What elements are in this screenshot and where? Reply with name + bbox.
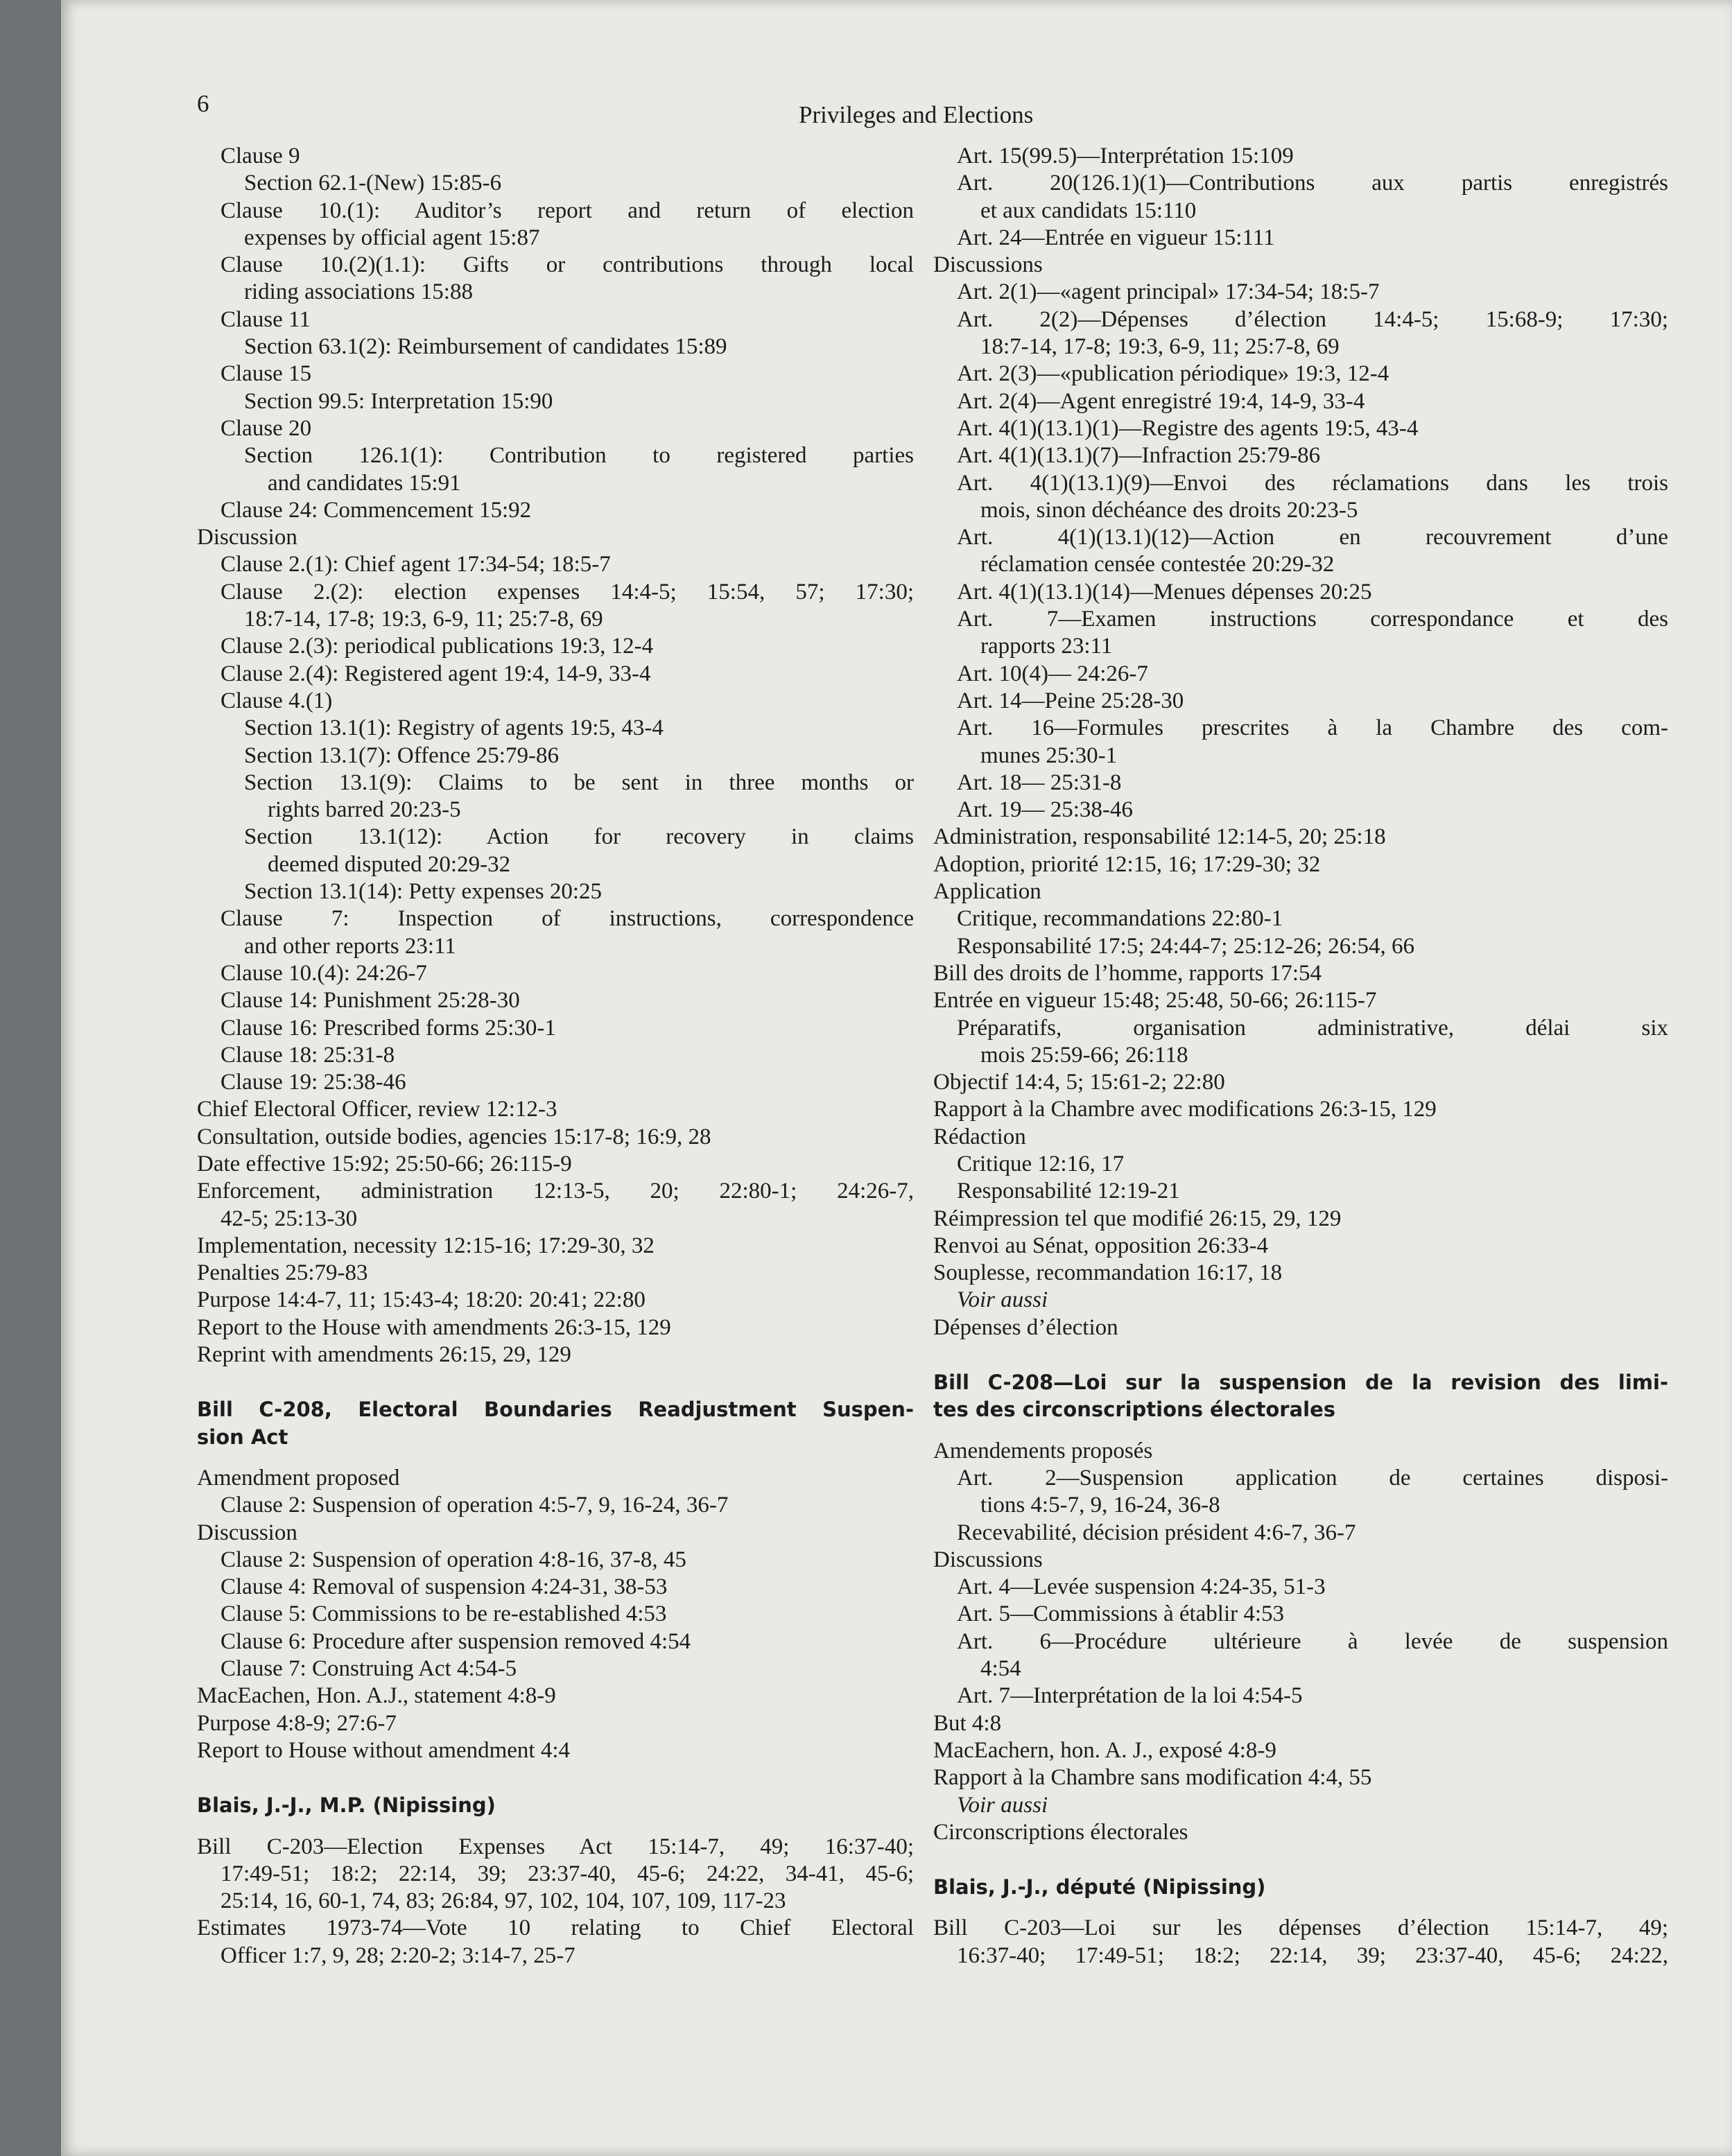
index-entry: 25:14, 16, 60-1, 74, 83; 26:84, 97, 102, 104, 107, 109, 117-23: [220, 1888, 786, 1914]
index-entry: expenses by official agent 15:87: [244, 225, 540, 250]
index-entry: Section 62.1-(New) 15:85-6: [244, 171, 502, 196]
index-entry: Recevabilité, décision président 4:6-7, 36-7: [957, 1520, 1356, 1545]
index-entry: Critique, recommandations 22:80-1: [957, 906, 1283, 932]
index-entry: Clause 10.(4): 24:26-7: [220, 960, 427, 986]
index-entry: Officer 1:7, 9, 28; 2:20-2; 3:14-7, 25-7: [220, 1942, 575, 1968]
index-page: [61, 0, 1732, 2156]
index-entry: Clause 10.(1): Auditor’s report and return of election: [220, 198, 914, 223]
index-entry: Responsabilité 12:19-21: [957, 1179, 1180, 1204]
index-entry: Clause 9: [220, 144, 300, 168]
index-entry: Clause 19: 25:38-46: [220, 1070, 406, 1095]
index-entry: tions 4:5-7, 9, 16-24, 36-8: [980, 1493, 1220, 1518]
index-entry: Art. 4—Levée suspension 4:24-35, 51-3: [957, 1574, 1326, 1600]
index-entry: and other reports 23:11: [244, 933, 456, 959]
index-entry: Entrée en vigueur 15:48; 25:48, 50-66; 26:115-7: [933, 988, 1377, 1014]
index-entry: Préparatifs, organisation administrative, délai six: [957, 1015, 1668, 1041]
index-entry: réclamation censée contestée 20:29-32: [980, 552, 1335, 577]
index-entry: Clause 16: Prescribed forms 25:30-1: [220, 1015, 556, 1041]
index-entry: Reprint with amendments 26:15, 29, 129: [197, 1342, 571, 1368]
index-entry: Clause 6: Procedure after suspension removed 4:54: [220, 1628, 691, 1654]
index-entry: Voir aussi: [957, 1792, 1048, 1818]
index-entry: But 4:8: [933, 1710, 1002, 1736]
index-entry: Discussions: [933, 252, 1043, 278]
index-entry: 18:7-14, 17-8; 19:3, 6-9, 11; 25:7-8, 69: [980, 334, 1340, 360]
index-entry: Clause 14: Punishment 25:28-30: [220, 988, 520, 1014]
index-entry: Art. 4(1)(13.1)(9)—Envoi des réclamations dans les trois: [957, 470, 1668, 496]
index-entry: Bill C-203—Election Expenses Act 15:14-7, 49; 16:37-40;: [197, 1834, 914, 1859]
index-entry: Art. 18— 25:31-8: [957, 770, 1122, 795]
index-entry: Amendment proposed: [197, 1465, 400, 1490]
index-entry: Discussion: [197, 1520, 297, 1545]
index-entry: Consultation, outside bodies, agencies 15:17-8; 16:9, 28: [197, 1124, 711, 1149]
index-column-right: [933, 143, 1668, 1970]
index-entry: Art. 2(2)—Dépenses d’élection 14:4-5; 15:68-9; 17:30;: [957, 306, 1668, 332]
index-entry: munes 25:30-1: [980, 742, 1118, 768]
index-entry: MacEachern, hon. A. J., exposé 4:8-9: [933, 1737, 1276, 1763]
index-entry: Rédaction: [933, 1124, 1026, 1149]
index-entry: Rapport à la Chambre sans modification 4:4, 55: [933, 1765, 1372, 1791]
index-entry: Art. 20(126.1)(1)—Contributions aux partis enregistrés: [957, 171, 1668, 196]
index-entry: Art. 19— 25:38-46: [957, 797, 1133, 823]
index-entry: Section 13.1(7): Offence 25:79-86: [244, 742, 559, 768]
index-entry: Art. 4(1)(13.1)(1)—Registre des agents 19:5, 43-4: [957, 415, 1419, 441]
index-entry: Section 13.1(14): Petty expenses 20:25: [244, 879, 603, 905]
index-entry: rights barred 20:23-5: [268, 797, 461, 823]
index-entry: Amendements proposés: [933, 1438, 1153, 1463]
page-number: 6: [197, 90, 209, 117]
index-entry: Clause 2.(1): Chief agent 17:34-54; 18:5-7: [220, 552, 611, 577]
index-entry: Clause 10.(2)(1.1): Gifts or contributions through local: [220, 252, 914, 278]
index-entry: Section 13.1(12): Action for recovery in claims: [244, 824, 914, 850]
index-heading: Bill C-208, Electoral Boundaries Readjustment Suspen-: [197, 1398, 914, 1422]
index-entry: Art. 4(1)(13.1)(7)—Infraction 25:79-86: [957, 443, 1321, 469]
index-entry: Objectif 14:4, 5; 15:61-2; 22:80: [933, 1070, 1225, 1095]
index-entry: Section 63.1(2): Reimbursement of candidates 15:89: [244, 334, 727, 360]
index-entry: Clause 2.(2): election expenses 14:4-5; 15:54, 57; 17:30;: [220, 579, 914, 605]
index-entry: Art. 15(99.5)—Interprétation 15:109: [957, 144, 1294, 168]
index-entry: Bill C-203—Loi sur les dépenses d’élection 15:14-7, 49;: [933, 1915, 1668, 1941]
index-entry: Art. 4(1)(13.1)(14)—Menues dépenses 20:25: [957, 579, 1372, 605]
index-entry: Purpose 14:4-7, 11; 15:43-4; 18:20: 20:41; 22:80: [197, 1287, 646, 1313]
index-entry: Art. 7—Interprétation de la loi 4:54-5: [957, 1683, 1303, 1709]
index-entry: Estimates 1973-74—Vote 10 relating to Chief Electoral: [197, 1915, 914, 1941]
index-entry: Implementation, necessity 12:15-16; 17:29-30, 32: [197, 1233, 655, 1258]
index-entry: Art. 4(1)(13.1)(12)—Action en recouvrement d’une: [957, 525, 1668, 550]
index-entry: Art. 24—Entrée en vigueur 15:111: [957, 225, 1275, 250]
index-entry: Art. 2(4)—Agent enregistré 19:4, 14-9, 33-4: [957, 388, 1365, 414]
spacer: [197, 1451, 914, 1465]
index-entry: Adoption, priorité 12:15, 16; 17:29-30; 32: [933, 851, 1321, 877]
index-entry: Rapport à la Chambre avec modifications 26:3-15, 129: [933, 1097, 1437, 1122]
spacer: [197, 1820, 914, 1834]
index-entry: Art. 2(1)—«agent principal» 17:34-54; 18:5-7: [957, 279, 1380, 305]
index-entry: Clause 2: Suspension of operation 4:5-7, 9, 16-24, 36-7: [220, 1493, 729, 1518]
index-entry: Dépenses d’élection: [933, 1314, 1118, 1340]
index-entry: mois, sinon déchéance des droits 20:23-5: [980, 497, 1358, 523]
index-heading: Bill C-208—Loi sur la suspension de la revision des limi-: [933, 1371, 1668, 1395]
spacer: [933, 1424, 1668, 1438]
index-entry: Clause 24: Commencement 15:92: [220, 497, 532, 523]
index-entry: Souplesse, recommandation 16:17, 18: [933, 1260, 1283, 1286]
index-entry: Report to House without amendment 4:4: [197, 1737, 571, 1763]
index-entry: Clause 2: Suspension of operation 4:8-16, 37-8, 45: [220, 1547, 686, 1572]
running-title: Privileges and Elections: [799, 101, 1034, 128]
index-entry: Bill des droits de l’homme, rapports 17:54: [933, 960, 1322, 986]
index-entry: Clause 2.(3): periodical publications 19:3, 12-4: [220, 634, 654, 659]
index-entry: Art. 7—Examen instructions correspondance et des: [957, 607, 1668, 632]
index-heading: Blais, J.-J., M.P. (Nipissing): [197, 1793, 496, 1818]
index-entry: Art. 2—Suspension application de certaines disposi-: [957, 1465, 1668, 1490]
index-entry: Art. 5—Commissions à établir 4:53: [957, 1601, 1285, 1627]
index-entry: Clause 5: Commissions to be re-established 4:53: [220, 1601, 667, 1627]
index-entry: Purpose 4:8-9; 27:6-7: [197, 1710, 397, 1736]
index-entry: Réimpression tel que modifié 26:15, 29, 129: [933, 1206, 1342, 1231]
index-entry: Art. 6—Procédure ultérieure à levée de suspension: [957, 1628, 1668, 1654]
index-entry: Voir aussi: [957, 1287, 1048, 1313]
index-entry: 16:37-40; 17:49-51; 18:2; 22:14, 39; 23:37-40, 45-6; 24:22,: [957, 1942, 1668, 1968]
index-heading: Blais, J.-J., député (Nipissing): [933, 1875, 1266, 1899]
index-entry: Art. 16—Formules prescrites à la Chambre des com-: [957, 715, 1668, 741]
index-entry: Section 13.1(1): Registry of agents 19:5, 43-4: [244, 715, 664, 741]
index-entry: 18:7-14, 17-8; 19:3, 6-9, 11; 25:7-8, 69: [244, 607, 603, 632]
index-entry: Critique 12:16, 17: [957, 1151, 1125, 1176]
index-entry: Art. 2(3)—«publication périodique» 19:3, 12-4: [957, 361, 1389, 387]
index-entry: MacEachen, Hon. A.J., statement 4:8-9: [197, 1683, 556, 1709]
index-entry: 42-5; 25:13-30: [220, 1206, 358, 1231]
index-heading: tes des circonscriptions électorales: [933, 1398, 1336, 1422]
index-entry: and candidates 15:91: [268, 470, 461, 496]
index-entry: Clause 18: 25:31-8: [220, 1042, 395, 1068]
index-entry: Chief Electoral Officer, review 12:12-3: [197, 1097, 557, 1122]
index-entry: Clause 7: Inspection of instructions, correspondence: [220, 906, 914, 932]
index-entry: Section 99.5: Interpretation 15:90: [244, 388, 553, 414]
index-heading: sion Act: [197, 1425, 288, 1449]
index-entry: Section 13.1(9): Claims to be sent in three months or: [244, 770, 914, 795]
index-entry: Report to the House with amendments 26:3-15, 129: [197, 1314, 671, 1340]
index-entry: Date effective 15:92; 25:50-66; 26:115-9: [197, 1151, 572, 1176]
index-entry: mois 25:59-66; 26:118: [980, 1042, 1188, 1068]
index-entry: Responsabilité 17:5; 24:44-7; 25:12-26; 26:54, 66: [957, 933, 1414, 959]
index-entry: Clause 7: Construing Act 4:54-5: [220, 1656, 517, 1682]
index-entry: Clause 2.(4): Registered agent 19:4, 14-9, 33-4: [220, 661, 651, 686]
index-entry: Art. 10(4)— 24:26-7: [957, 661, 1148, 686]
index-entry: Penalties 25:79-83: [197, 1260, 368, 1286]
index-entry: Administration, responsabilité 12:14-5, 20; 25:18: [933, 824, 1386, 850]
index-entry: Clause 15: [220, 361, 312, 387]
index-entry: Discussions: [933, 1547, 1043, 1572]
index-entry: Discussion: [197, 525, 297, 550]
index-entry: Clause 20: [220, 415, 312, 441]
spacer: [933, 1901, 1668, 1915]
index-entry: Clause 4.(1): [220, 688, 333, 713]
index-entry: Clause 4: Removal of suspension 4:24-31, 38-53: [220, 1574, 668, 1600]
index-entry: riding associations 15:88: [244, 279, 473, 305]
index-entry: et aux candidats 15:110: [980, 198, 1197, 223]
index-column-left: [197, 143, 914, 1970]
index-entry: Section 126.1(1): Contribution to registered parties: [244, 443, 914, 469]
index-entry: Circonscriptions électorales: [933, 1819, 1188, 1845]
index-entry: Clause 11: [220, 306, 311, 332]
index-entry: rapports 23:11: [980, 634, 1113, 659]
index-entry: 17:49-51; 18:2; 22:14, 39; 23:37-40, 45-6; 24:22, 34-41, 45-6;: [220, 1861, 914, 1886]
index-entry: deemed disputed 20:29-32: [268, 851, 511, 877]
index-entry: Renvoi au Sénat, opposition 26:33-4: [933, 1233, 1269, 1258]
index-entry: 4:54: [980, 1656, 1021, 1682]
index-entry: Enforcement, administration 12:13-5, 20; 22:80-1; 24:26-7,: [197, 1179, 914, 1204]
index-entry: Art. 14—Peine 25:28-30: [957, 688, 1184, 713]
index-entry: Application: [933, 879, 1041, 905]
